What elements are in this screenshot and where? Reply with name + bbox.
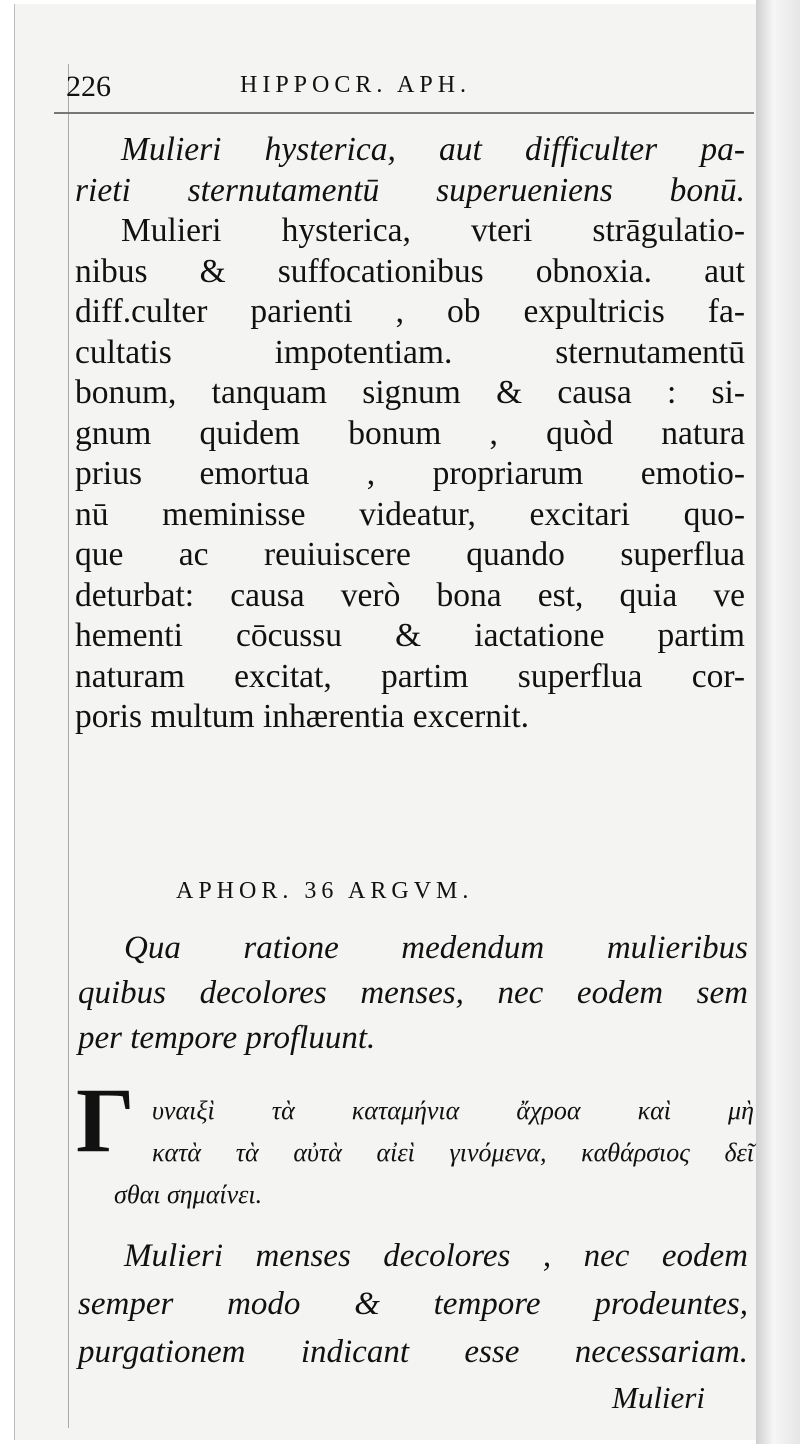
- section-text: [75, 130, 745, 738]
- text-line: Mulieri hysterica, aut difficulter pa-: [121, 131, 745, 168]
- argument-text: [78, 926, 748, 1061]
- running-head: HIPPOCR. APH.: [240, 72, 472, 98]
- text-line: bonum, tanquam signum & causa : si-: [75, 374, 745, 411]
- text-line: nū meminisse videatur, excitari quo-: [75, 495, 745, 533]
- page-gutter: [756, 0, 800, 1444]
- text-line: hementi cōcussu & iactatione partim: [75, 617, 745, 654]
- text-line: rieti sternutamentū superueniens bonū.: [75, 171, 745, 209]
- greek-line: σθαι σημαίνει.: [114, 1180, 263, 1209]
- text-line: gnum quidem bonum , quòd natura: [75, 414, 745, 452]
- header-rule: [54, 112, 754, 114]
- translation-line: semper modo & tempore prodeuntes,: [78, 1286, 748, 1322]
- text-line: cultatis impotentiam. sternutamentū: [75, 333, 745, 371]
- text-line: nibus & suffocationibus obnoxia. aut: [75, 252, 745, 290]
- argument-line: Qua ratione medendum mulieribus: [124, 930, 748, 966]
- text-line: deturbat: causa verò bona est, quia ve: [75, 576, 745, 614]
- text-line: diff.culter parienti , ob expultricis fa-: [75, 293, 745, 330]
- argument-line: per tempore profluunt.: [78, 1020, 376, 1056]
- argument-line: quibus decolores menses, nec eodem sem: [78, 975, 748, 1011]
- text-line: prius emortua , propriarum emotio-: [75, 455, 745, 492]
- greek-line: κατὰ τὰ αὐτὰ αἰεὶ γινόμενα, καθάρσιος δεῖ: [152, 1138, 754, 1167]
- text-line: poris multum inhærentia excernit.: [75, 698, 530, 735]
- catchword: Mulieri: [612, 1380, 705, 1415]
- drop-capital: Γ: [76, 1069, 135, 1171]
- greek-line: υναιξὶ τὰ καταμήνια ἄχροα καὶ μὴ: [152, 1096, 754, 1125]
- left-margin-rule: [68, 64, 69, 1428]
- aphorism-heading: APHOR. 36 ARGVM.: [176, 878, 474, 904]
- text-line: naturam excitat, partim superflua cor-: [75, 657, 745, 695]
- translation-line: purgationem indicant esse necessariam.: [78, 1334, 748, 1370]
- latin-translation: [78, 1232, 748, 1376]
- page-header: [66, 70, 736, 110]
- page-number: 226: [66, 70, 111, 103]
- translation-line: Mulieri menses decolores , nec eodem: [124, 1238, 748, 1274]
- text-line: que ac reuiuiscere quando superflua: [75, 536, 745, 573]
- text-line: Mulieri hysterica, vteri strāgulatio-: [121, 212, 745, 249]
